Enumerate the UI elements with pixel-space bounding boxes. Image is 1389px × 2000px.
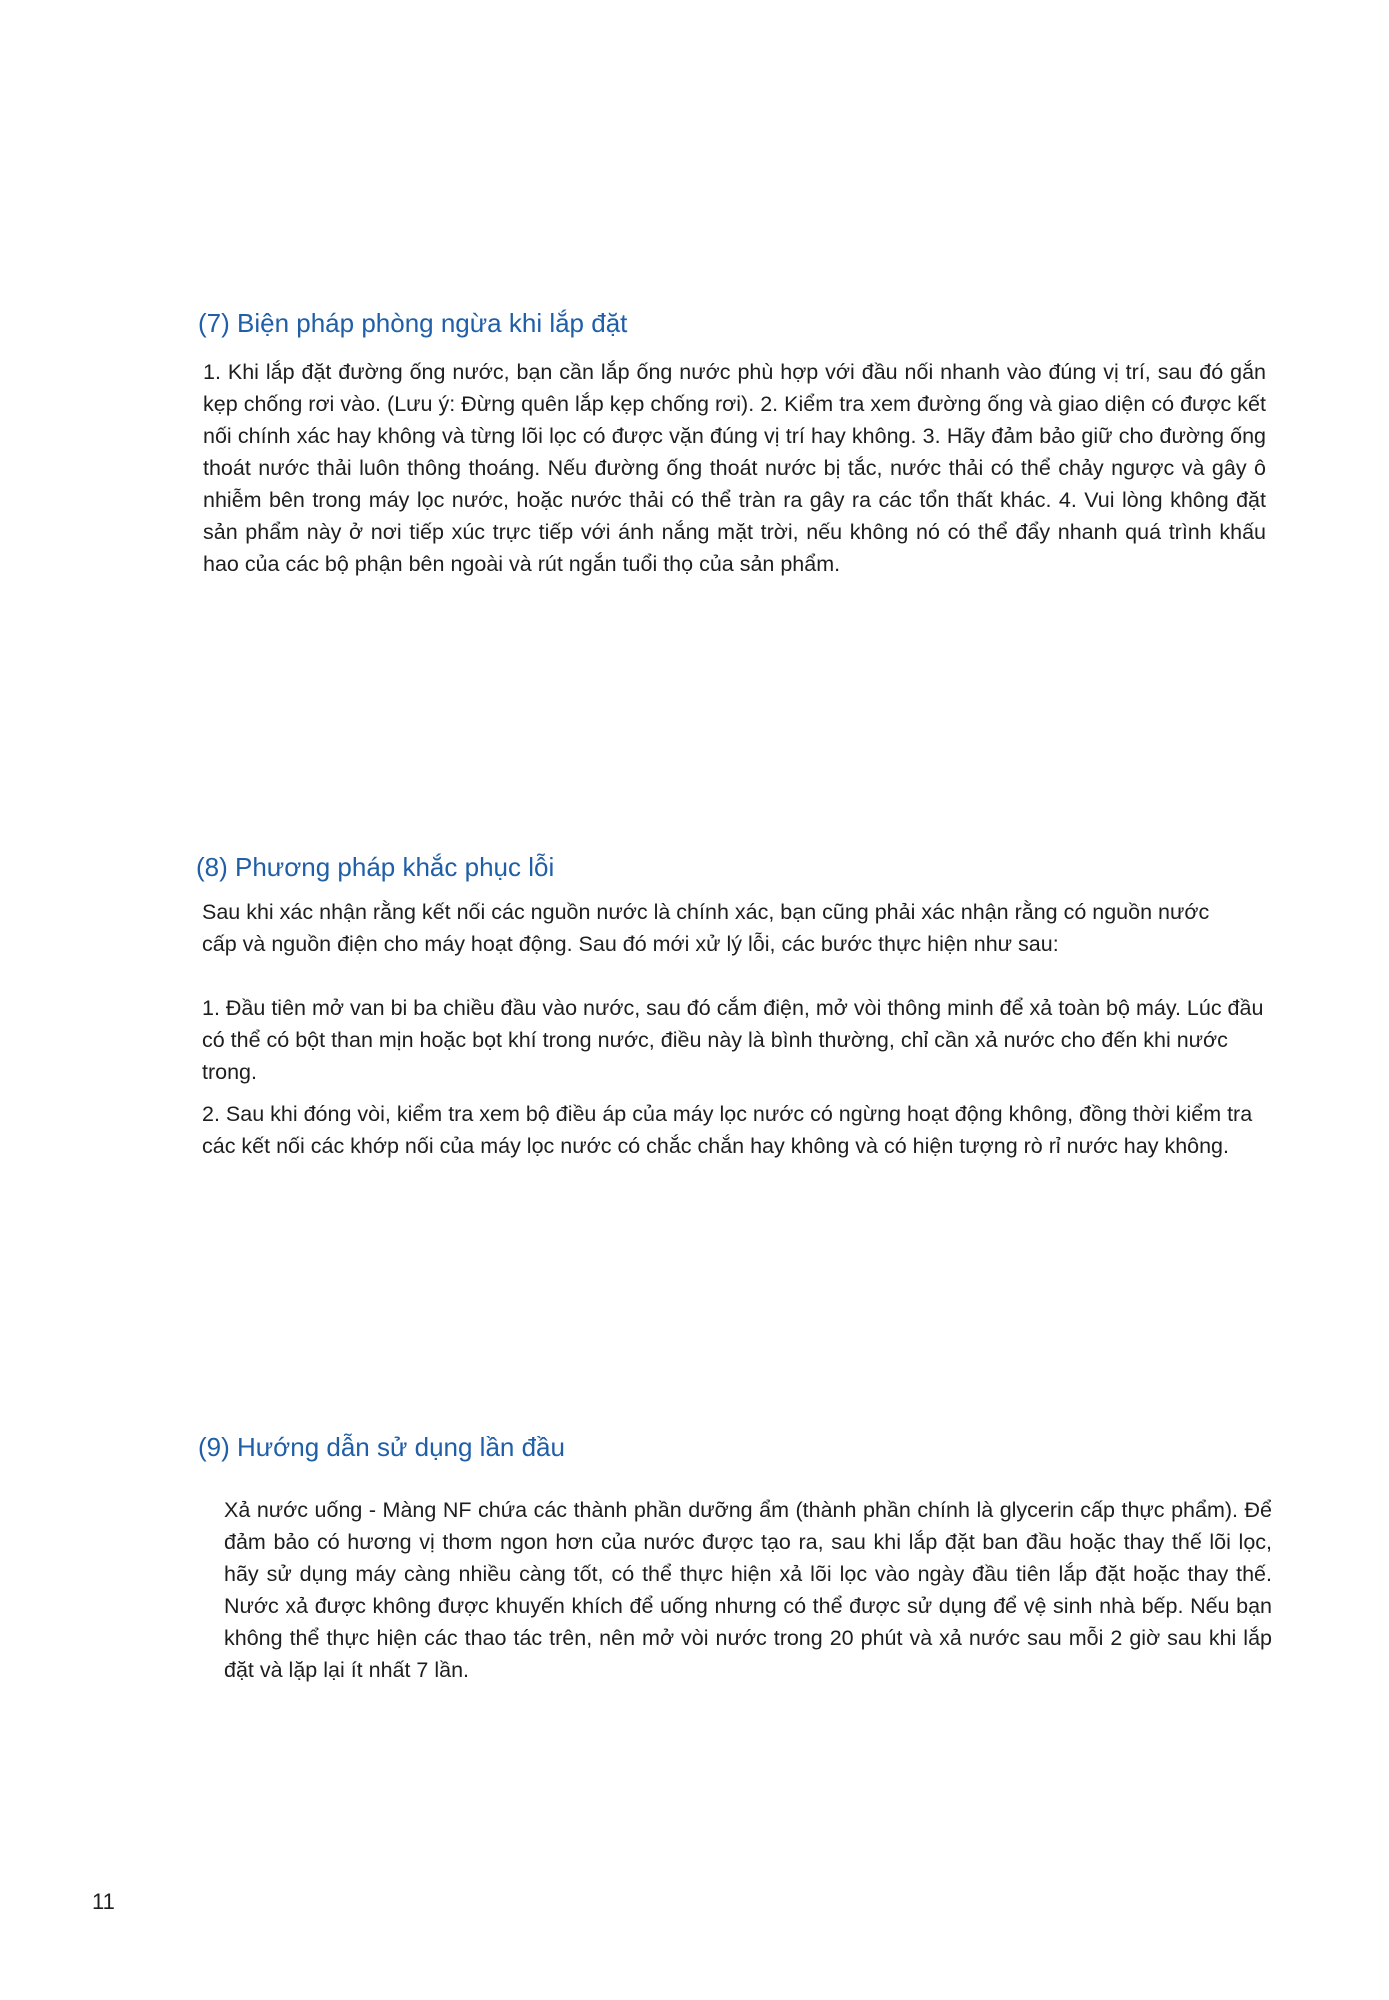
section-body-9: Xả nước uống - Màng NF chứa các thành phần dưỡng ẩm (thành phần chính là glycerin cấp thực phẩm). Để đảm bảo có hương vị thơm ngon hơn của nước được tạo ra, sau khi lắp đặt ban đầu hoặc thay thế lõi lọc, hãy sử dụng máy càng nhiều càng tốt, có thể thực hiện xả lõi lọc vào ngày đầu tiên lắp đặt hoặc thay thế. Nước xả được không được khuyến khích để uống nhưng có thể được sử dụng để vệ sinh nhà bếp. Nếu bạn không thể thực hiện các thao tác trên, nên mở vòi nước trong 20 phút và xả nước sau mỗi 2 giờ sau khi lắp đặt và lặp lại ít nhất 7 lần. xyxy=(224,1498,1272,1682)
section-troubleshooting xyxy=(196,850,1288,1158)
section-heading-9: (9) Hướng dẫn sử dụng lần đầu xyxy=(198,1432,565,1462)
page-number: 11 xyxy=(92,1889,115,1914)
section-body-7: 1. Khi lắp đặt đường ống nước, bạn cần lắp ống nước phù hợp với đầu nối nhanh vào đúng vị trí, sau đó gắn kẹp chống rơi vào. (Lưu ý: Đừng quên lắp kẹp chống rơi). 2. Kiểm tra xem đường ống và giao diện có được kết nối chính xác hay không và từng lõi lọc có được vặn đúng vị trí hay không. 3. Hãy đảm bảo giữ cho đường ống thoát nước thải luôn thông thoáng. Nếu đường ống thoát nước bị tắc, nước thải có thể chảy ngược và gây ô nhiễm bên trong máy lọc nước, hoặc nước thải có thể tràn ra gây ra các tổn thất khác. 4. Vui lòng không đặt sản phẩm này ở nơi tiếp xúc trực tiếp với ánh nắng mặt trời, nếu không nó có thể đẩy nhanh quá trình khấu hao của các bộ phận bên ngoài và rút ngắn tuổi thọ của sản phẩm. xyxy=(203,360,1266,576)
section-first-use-guide xyxy=(198,1430,1278,1682)
section-heading-7: (7) Biện pháp phòng ngừa khi lắp đặt xyxy=(198,308,628,338)
troubleshooting-step-1: 1. Đầu tiên mở van bi ba chiều đầu vào nước, sau đó cắm điện, mở vòi thông minh để xả toàn bộ máy. Lúc đầu có thể có bột than mịn hoặc bọt khí trong nước, điều này là bình thường, chỉ cần xả nước cho đến khi nước trong. xyxy=(202,996,1264,1084)
section-intro-8: Sau khi xác nhận rằng kết nối các nguồn nước là chính xác, bạn cũng phải xác nhận rằng có nguồn nước cấp và nguồn điện cho máy hoạt động. Sau đó mới xử lý lỗi, các bước thực hiện như sau: xyxy=(202,900,1210,956)
section-installation-precautions xyxy=(198,306,1266,576)
section-heading-8: (8) Phương pháp khắc phục lỗi xyxy=(196,852,555,882)
troubleshooting-step-2: 2. Sau khi đóng vòi, kiểm tra xem bộ điều áp của máy lọc nước có ngừng hoạt động không, đồng thời kiểm tra các kết nối các khớp nối của máy lọc nước có chắc chắn hay không và có hiện tượng rò rỉ nước hay không. xyxy=(202,1102,1253,1158)
